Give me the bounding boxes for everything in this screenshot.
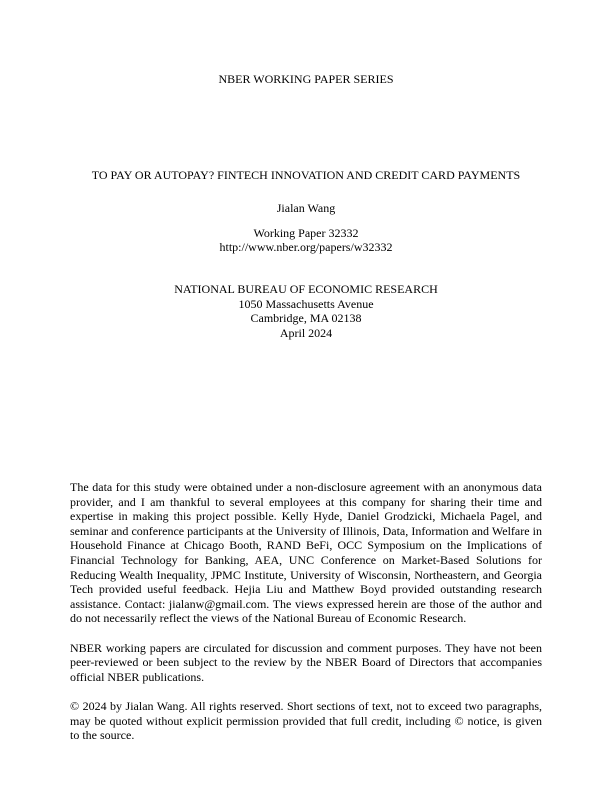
working-paper-url: http://www.nber.org/papers/w32332 [219,240,393,254]
institution-address-line-2: Cambridge, MA 02138 [250,311,362,325]
copyright-paragraph: © 2024 by Jialan Wang. All rights reserved. Short sections of text, not to exceed two paragraphs, may be quoted without explicit permission provided that full credit, including © notice, is given to the source. [70,698,542,743]
publication-date: April 2024 [279,325,333,340]
working-paper-number: Working Paper 32332 [253,226,359,240]
institution-name: NATIONAL BUREAU OF ECONOMIC RESEARCH [174,282,438,296]
paper-title: TO PAY OR AUTOPAY? FINTECH INNOVATION AND CREDIT CARD PAYMENTS [91,168,521,182]
series-header: NBER WORKING PAPER SERIES [218,72,394,86]
disclaimer-paragraph: NBER working papers are circulated for discussion and comment purposes. They have not been peer-reviewed or been subject to the review by the NBER Board of Directors that accompanies official NBER publications. [70,640,542,684]
institution-address-line-1: 1050 Massachusetts Avenue [238,296,374,311]
front-matter-text [70,480,542,743]
author-name: Jialan Wang [276,201,336,215]
acknowledgments-paragraph: The data for this study were obtained under a non-disclosure agreement with an anonymous data provider, and I am thankful to several employees at this company for sharing their time and expertise in making this project possible. Kelly Hyde, Daniel Grodzicki, Michaela Pagel, and seminar and conference participants at the University of Illinois, Data, Information and Welfare in Household Finance at Chicago Booth, RAND BeFi, OCC Symposium on the Implications of Financial Technology for Banking, AEA, UNC Conference on Market-Based Solutions for Reducing Wealth Inequality, JPMC Institute, University of Wisconsin, Northeastern, and Georgia Tech provided useful feedback. Hejia Liu and Matthew Boyd provided outstanding research assistance. Contact: jialanw@gmail.com. The views expressed herein are those of the author and do not necessarily reflect the views of the National Bureau of Economic Research. [70,480,542,626]
